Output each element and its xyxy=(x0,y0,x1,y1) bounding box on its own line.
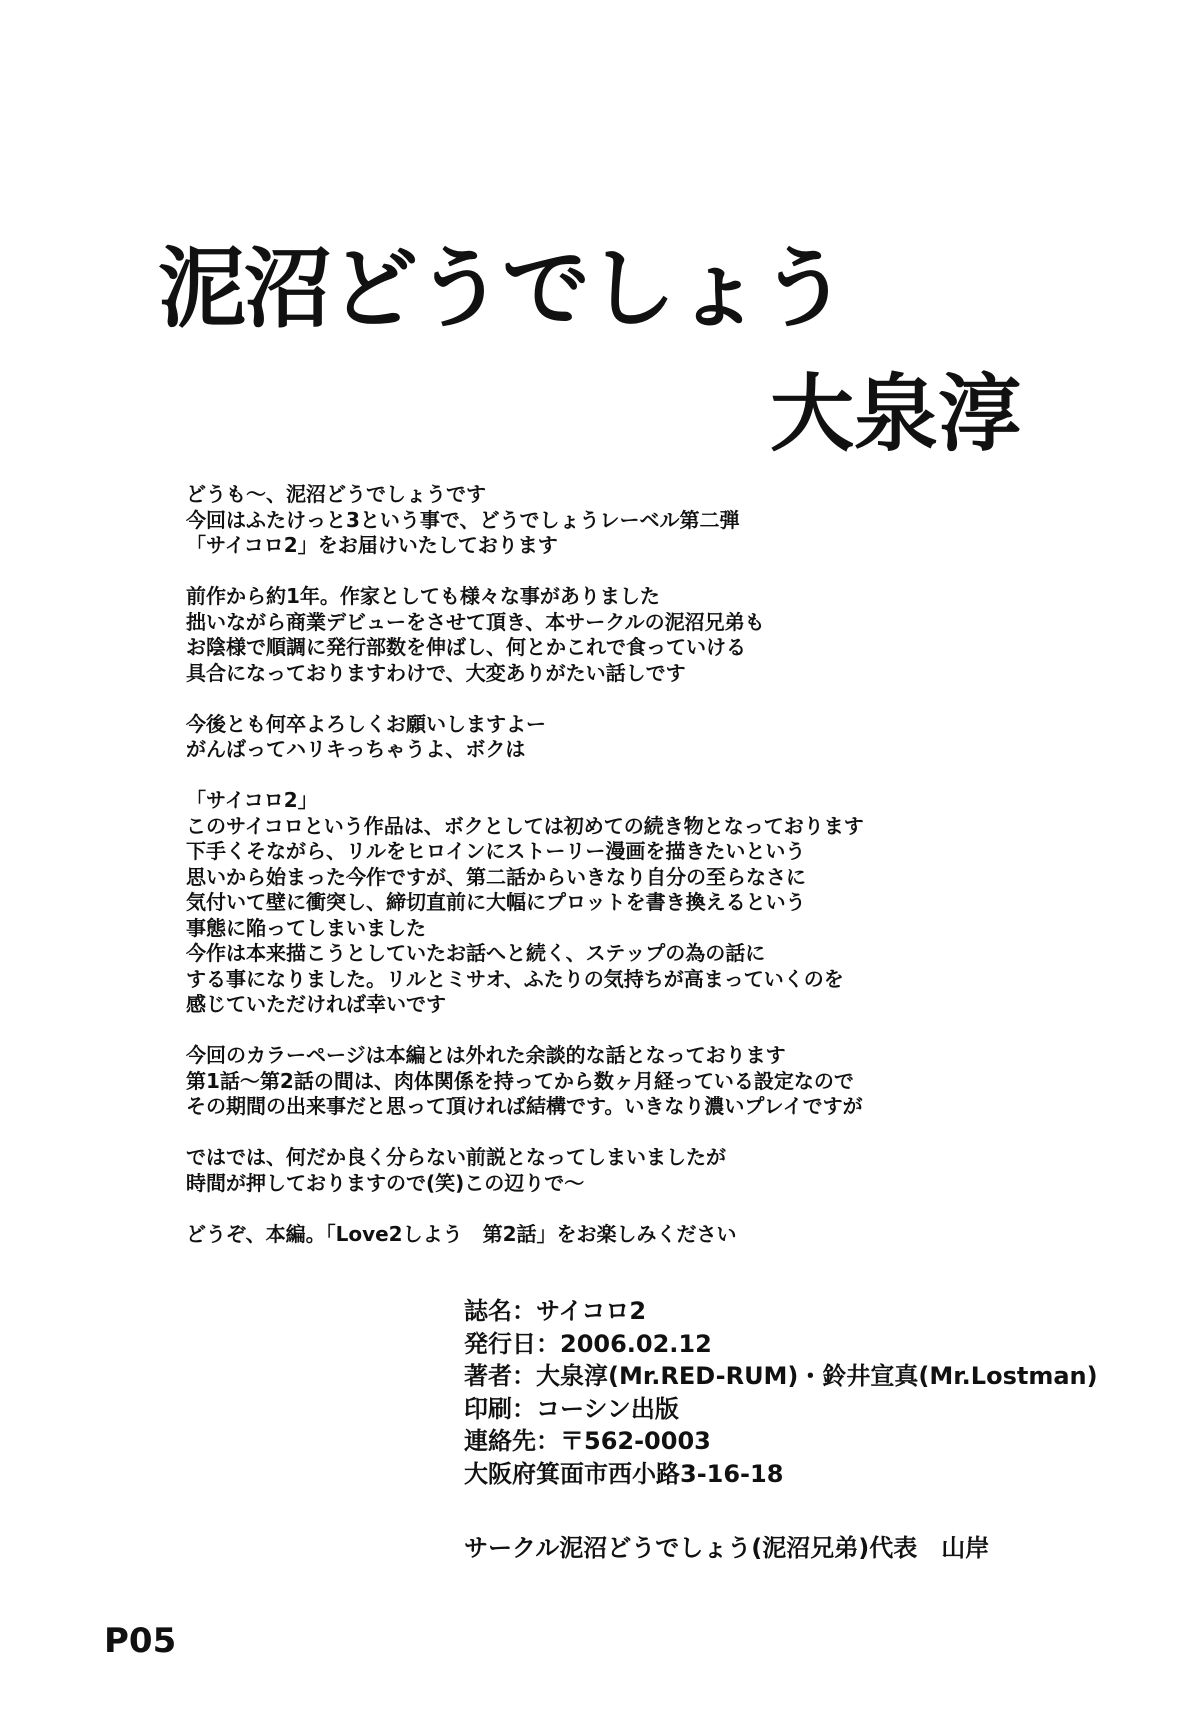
paragraph xyxy=(186,712,1046,763)
colophon-printer: 印刷：コーシン出版 xyxy=(464,1394,679,1423)
text-line: 事態に陥ってしまいました xyxy=(186,915,426,940)
text-line: このサイコロという作品は、ボクとしては初めての続き物となっております xyxy=(186,813,864,838)
colophon-address: 大阪府箕面市西小路3-16-18 xyxy=(464,1459,784,1488)
afterword-text xyxy=(186,482,1046,1273)
text-line: 気付いて壁に衝突し、締切直前に大幅にプロットを書き換えるという xyxy=(186,890,806,914)
text-line: 思いから始まった今作ですが、第二話からいきなり自分の至らなさに xyxy=(186,864,806,889)
paragraph xyxy=(186,1145,1046,1196)
paragraph xyxy=(186,1043,1046,1120)
text-line: 今後とも何卒よろしくお願いしますよー xyxy=(186,711,546,736)
text-line: その期間の出来事だと思って頂ければ結構です。いきなり濃いプレイですが xyxy=(186,1094,863,1118)
text-line: どうぞ、本編。「Love2しよう 第2話」をお楽しみください xyxy=(186,1221,737,1246)
colophon-title: 誌名：サイコロ2 xyxy=(464,1297,647,1325)
text-line: 今回のカラーページは本編とは外れた余談的な話となっております xyxy=(186,1043,786,1067)
text-line: 下手くそながら、リルをヒロインにストーリー漫画を描きたいという xyxy=(186,839,806,863)
paragraph xyxy=(186,584,1046,686)
text-line: 今作は本来描こうとしていたお話へと続く、ステップの為の話に xyxy=(186,941,766,965)
text-line: 「サイコロ2」 xyxy=(186,788,318,812)
text-line: 具合になっておりますわけで、大変ありがたい話しです xyxy=(186,660,686,685)
colophon-contact: 連絡先：〒562-0003 xyxy=(464,1427,711,1455)
colophon-authors: 著者：大泉淳(Mr.RED-RUM)・鈴井宣真(Mr.Lostman) xyxy=(464,1362,1098,1390)
paragraph xyxy=(186,482,1046,559)
circle-representative: サークル泥沼どうでしょう(泥沼兄弟)代表 山岸 xyxy=(464,1534,990,1562)
text-line: 拙いながら商業デビューをさせて頂き、本サークルの泥沼兄弟も xyxy=(186,609,765,634)
text-line: どうも～、泥沼どうでしょうです xyxy=(186,482,486,506)
text-line: お陰様で順調に発行部数を伸ばし、何とかこれで食っていける xyxy=(186,635,746,659)
paragraph xyxy=(186,1222,1046,1248)
text-line: 時間が押しておりますので(笑)この辺りで～ xyxy=(186,1170,585,1195)
text-line: 感じていただければ幸いです xyxy=(186,992,446,1016)
text-line: がんばってハリキっちゃうよ、ボクは xyxy=(186,737,526,761)
paragraph xyxy=(186,788,1046,1018)
page-title: 泥沼どうでしょう xyxy=(158,237,847,340)
text-line: 「サイコロ2」をお届けいたしております xyxy=(186,533,558,557)
text-line: 前作から約1年。作家としても様々な事がありました xyxy=(186,584,660,608)
text-line: 第1話～第2話の間は、肉体関係を持ってから数ヶ月経っている設定なので xyxy=(186,1068,854,1093)
author-name: 大泉淳 xyxy=(770,365,1023,463)
colophon xyxy=(464,1295,1098,1490)
text-line: する事になりました。リルとミサオ、ふたりの気持ちが高まっていくのを xyxy=(186,966,844,991)
page-number: P05 xyxy=(104,1621,177,1661)
text-line: 今回はふたけっと3という事で、どうでしょうレーベル第二弾 xyxy=(186,507,740,532)
text-line: ではでは、何だか良く分らない前説となってしまいましたが xyxy=(186,1145,726,1169)
colophon-date: 発行日：2006.02.12 xyxy=(464,1329,712,1358)
